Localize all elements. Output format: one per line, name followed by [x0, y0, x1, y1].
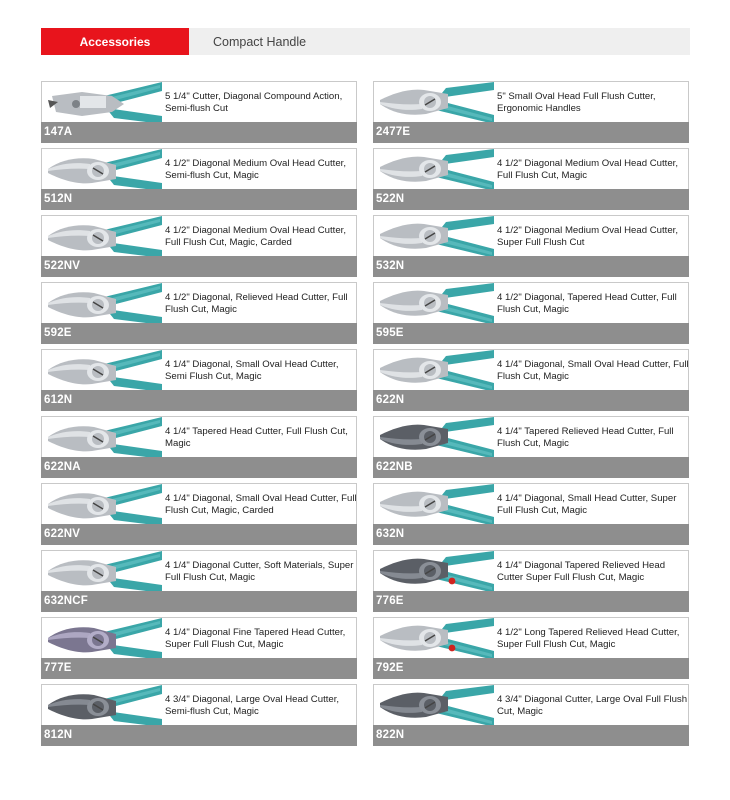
product-card[interactable] [373, 617, 689, 679]
product-card[interactable] [41, 416, 357, 478]
product-code-bar [373, 725, 689, 746]
product-card[interactable] [373, 81, 689, 143]
product-card[interactable] [373, 416, 689, 478]
product-description: 4 1/4" Tapered Head Cutter, Full Flush Cut, Magic [165, 426, 348, 449]
cutter-icon[interactable] [42, 82, 162, 124]
product-code-bar [41, 122, 357, 143]
product-code-bar [41, 457, 357, 478]
product-description: 4 1/2" Long Tapered Relieved Head Cutter, Super Full Flush Cut, Magic [497, 627, 680, 650]
product-code-bar [41, 323, 357, 344]
product-description: 4 1/2" Diagonal, Relieved Head Cutter, Full Flush Cut, Magic [165, 292, 348, 315]
product-card[interactable] [41, 81, 357, 143]
product-code-bar [41, 591, 357, 612]
product-description: 4 1/4" Tapered Relieved Head Cutter, Full Flush Cut, Magic [497, 426, 674, 449]
product-card[interactable] [41, 483, 357, 545]
cutter-icon[interactable] [374, 685, 494, 727]
product-code: 522N [376, 193, 405, 205]
product-code: 632N [376, 528, 405, 540]
product-code: 592E [44, 327, 72, 339]
product-code: 612N [44, 394, 73, 406]
product-code: 792E [376, 662, 404, 674]
product-card[interactable] [373, 550, 689, 612]
product-card[interactable] [41, 148, 357, 210]
tab-compact-handle[interactable]: Compact Handle [213, 34, 307, 49]
product-description: 4 1/4" Diagonal, Small Oval Head Cutter, Semi Flush Cut, Magic [165, 359, 339, 382]
product-code: 622NB [376, 461, 413, 473]
product-code: 812N [44, 729, 73, 741]
product-code-bar [373, 323, 689, 344]
cutter-icon[interactable] [374, 484, 494, 526]
product-card[interactable] [41, 349, 357, 411]
product-description: 4 1/4" Diagonal, Small Oval Head Cutter, Full Flush Cut, Magic [497, 359, 689, 382]
product-description: 4 1/2" Diagonal Medium Oval Head Cutter, Semi-flush Cut, Magic [165, 158, 346, 181]
product-code: 622NV [44, 528, 81, 540]
cutter-icon[interactable] [42, 551, 162, 593]
product-code: 622N [376, 394, 405, 406]
product-card[interactable] [41, 684, 357, 746]
product-code: 632NCF [44, 595, 89, 607]
product-code-bar [373, 189, 689, 210]
cutter-icon[interactable] [374, 551, 494, 593]
product-code-bar [373, 390, 689, 411]
cutter-icon[interactable] [42, 350, 162, 392]
product-card[interactable] [373, 215, 689, 277]
product-code: 777E [44, 662, 72, 674]
product-description: 4 1/4" Diagonal, Small Oval Head Cutter, Full Flush Cut, Magic, Carded [165, 493, 357, 516]
product-code: 532N [376, 260, 405, 272]
product-card[interactable] [41, 617, 357, 679]
product-code-bar [373, 591, 689, 612]
product-code: 512N [44, 193, 73, 205]
product-code-bar [373, 658, 689, 679]
product-description: 4 1/2" Diagonal, Tapered Head Cutter, Full Flush Cut, Magic [497, 292, 677, 315]
cutter-icon[interactable] [374, 82, 494, 124]
product-description: 4 1/2" Diagonal Medium Oval Head Cutter, Full Flush Cut, Magic, Carded [165, 225, 346, 248]
product-code-bar [41, 256, 357, 277]
cutter-icon[interactable] [374, 417, 494, 459]
cutter-icon[interactable] [42, 618, 162, 660]
product-code-bar [41, 524, 357, 545]
cutter-icon[interactable] [374, 149, 494, 191]
cutter-icon[interactable] [42, 417, 162, 459]
product-code: 776E [376, 595, 404, 607]
product-code: 2477E [376, 126, 411, 138]
product-description: 4 1/4" Diagonal Tapered Relieved Head Cutter Super Full Flush Cut, Magic [497, 560, 666, 583]
product-description: 4 3/4" Diagonal, Large Oval Head Cutter, Semi-flush Cut, Magic [165, 694, 340, 717]
product-card[interactable] [373, 349, 689, 411]
tab-accessories[interactable]: Accessories [41, 28, 189, 55]
product-code: 622NA [44, 461, 81, 473]
product-code-bar [373, 457, 689, 478]
product-card[interactable] [373, 148, 689, 210]
product-code: 595E [376, 327, 404, 339]
cutter-icon[interactable] [42, 484, 162, 526]
product-description: 4 1/2" Diagonal Medium Oval Head Cutter, Super Full Flush Cut [497, 225, 678, 248]
product-code-bar [373, 122, 689, 143]
product-card[interactable] [41, 550, 357, 612]
product-card[interactable] [41, 282, 357, 344]
cutter-icon[interactable] [374, 283, 494, 325]
product-description: 4 1/4" Diagonal, Small Head Cutter, Super Full Flush Cut, Magic [497, 493, 677, 516]
cutter-icon[interactable] [374, 216, 494, 258]
product-description: 4 1/4" Diagonal Fine Tapered Head Cutter, Super Full Flush Cut, Magic [165, 627, 346, 650]
cutter-icon[interactable] [374, 618, 494, 660]
product-code-bar [41, 658, 357, 679]
product-description: 4 1/4" Diagonal Cutter, Soft Materials, Super Full Flush Cut, Magic [165, 560, 354, 583]
cutter-icon[interactable] [374, 350, 494, 392]
product-code-bar [373, 256, 689, 277]
product-code-bar [41, 725, 357, 746]
product-code-bar [373, 524, 689, 545]
product-description: 5 1/4" Cutter, Diagonal Compound Action, Semi-flush Cut [165, 91, 343, 114]
product-code: 822N [376, 729, 405, 741]
product-card[interactable] [373, 483, 689, 545]
product-code-bar [41, 189, 357, 210]
product-card[interactable] [373, 684, 689, 746]
product-code: 522NV [44, 260, 81, 272]
product-card[interactable] [373, 282, 689, 344]
cutter-icon[interactable] [42, 283, 162, 325]
category-tab-bar [41, 28, 690, 55]
product-code: 147A [44, 126, 73, 138]
cutter-icon[interactable] [42, 149, 162, 191]
product-description: 4 3/4" Diagonal Cutter, Large Oval Full Flush Cut, Magic [497, 694, 688, 717]
product-description: 4 1/2" Diagonal Medium Oval Head Cutter, Full Flush Cut, Magic [497, 158, 678, 181]
product-card[interactable] [41, 215, 357, 277]
product-description: 5" Small Oval Head Full Flush Cutter, Ergonomic Handles [497, 91, 656, 114]
product-code-bar [41, 390, 357, 411]
cutter-icon[interactable] [42, 216, 162, 258]
cutter-icon[interactable] [42, 685, 162, 727]
